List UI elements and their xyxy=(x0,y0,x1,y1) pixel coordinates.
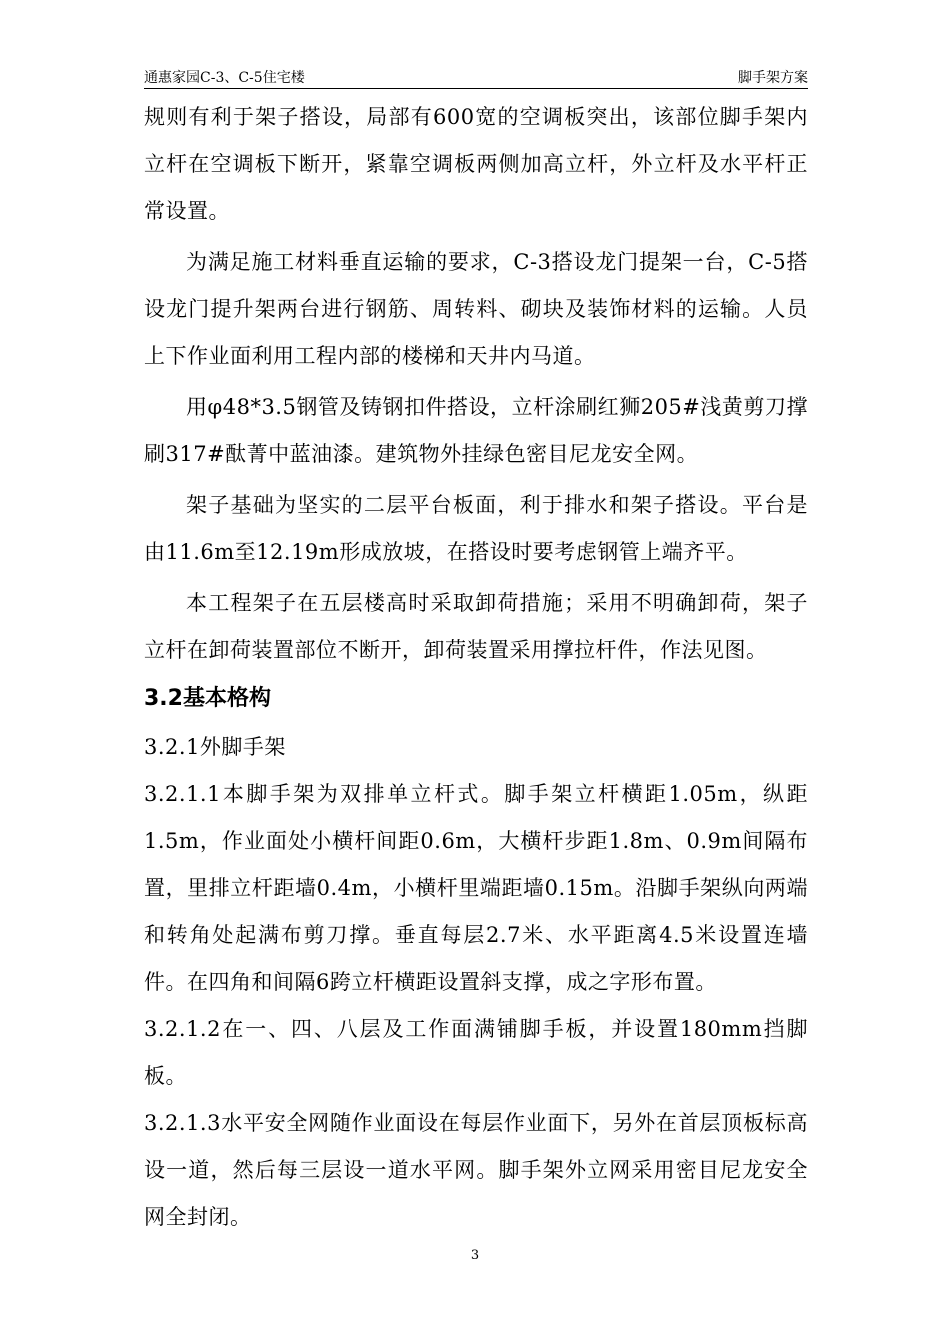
paragraph-scaffold-foundation: 架子基础为坚实的二层平台板面，利于排水和架子搭设。平台是由11.6m至12.19m形成放坡，在搭设时要考虑钢管上端齐平。 xyxy=(144,493,808,564)
page-header xyxy=(144,66,808,89)
paragraph-vertical-transport: 为满足施工材料垂直运输的要求，C-3搭设龙门提架一台，C-5搭设龙门提升架两台进行钢筋、周转料、砌块及装饰材料的运输。人员上下作业面利用工程内部的楼梯和天井内马道。 xyxy=(144,250,808,368)
page-number: 3 xyxy=(470,1248,480,1263)
clause-3-2-1-3: 3.2.1.3水平安全网随作业面设在每层作业面下，另外在首层顶板标高设一道，然后每三层设一道水平网。脚手架外立网采用密目尼龙安全网全封闭。 xyxy=(144,1111,808,1229)
header-project-title: 通惠家园C-3、C-5住宅楼 xyxy=(144,70,305,86)
paragraph-steel-pipe-material: 用φ48*3.5钢管及铸钢扣件搭设，立杆涂刷红狮205#浅黄剪刀撑刷317#酞菁中蓝油漆。建筑物外挂绿色密目尼龙安全网。 xyxy=(144,395,808,466)
header-document-title: 脚手架方案 xyxy=(738,70,808,86)
paragraph-unloading-measures: 本工程架子在五层楼高时采取卸荷措施；采用不明确卸荷，架子立杆在卸荷装置部位不断开，卸荷装置采用撑拉杆件，作法见图。 xyxy=(144,591,808,662)
document-body xyxy=(144,94,808,1241)
section-heading-basic-structure: 3.2基本格构 xyxy=(144,686,271,711)
subsection-external-scaffold: 3.2.1外脚手架 xyxy=(144,735,286,759)
clause-3-2-1-1: 3.2.1.1本脚手架为双排单立杆式。脚手架立杆横距1.05m，纵距1.5m，作业面处小横杆间距0.6m，大横杆步距1.8m、0.9m间隔布置，里排立杆距墙0.4m，小横杆里端距墙0.15m。沿脚手架纵向两端和转角处起满布剪刀撑。垂直每层2.7米、水平距离4.5米设置连墙件。在四角和间隔6跨立杆横距设置斜支撑，成之字形布置。 xyxy=(144,782,808,994)
clause-3-2-1-2: 3.2.1.2在一、四、八层及工作面满铺脚手板，并设置180mm挡脚板。 xyxy=(144,1017,808,1088)
paragraph-air-conditioner-board: 规则有利于架子搭设，局部有600宽的空调板突出，该部位脚手架内立杆在空调板下断开，紧靠空调板两侧加高立杆，外立杆及水平杆正常设置。 xyxy=(144,105,808,223)
